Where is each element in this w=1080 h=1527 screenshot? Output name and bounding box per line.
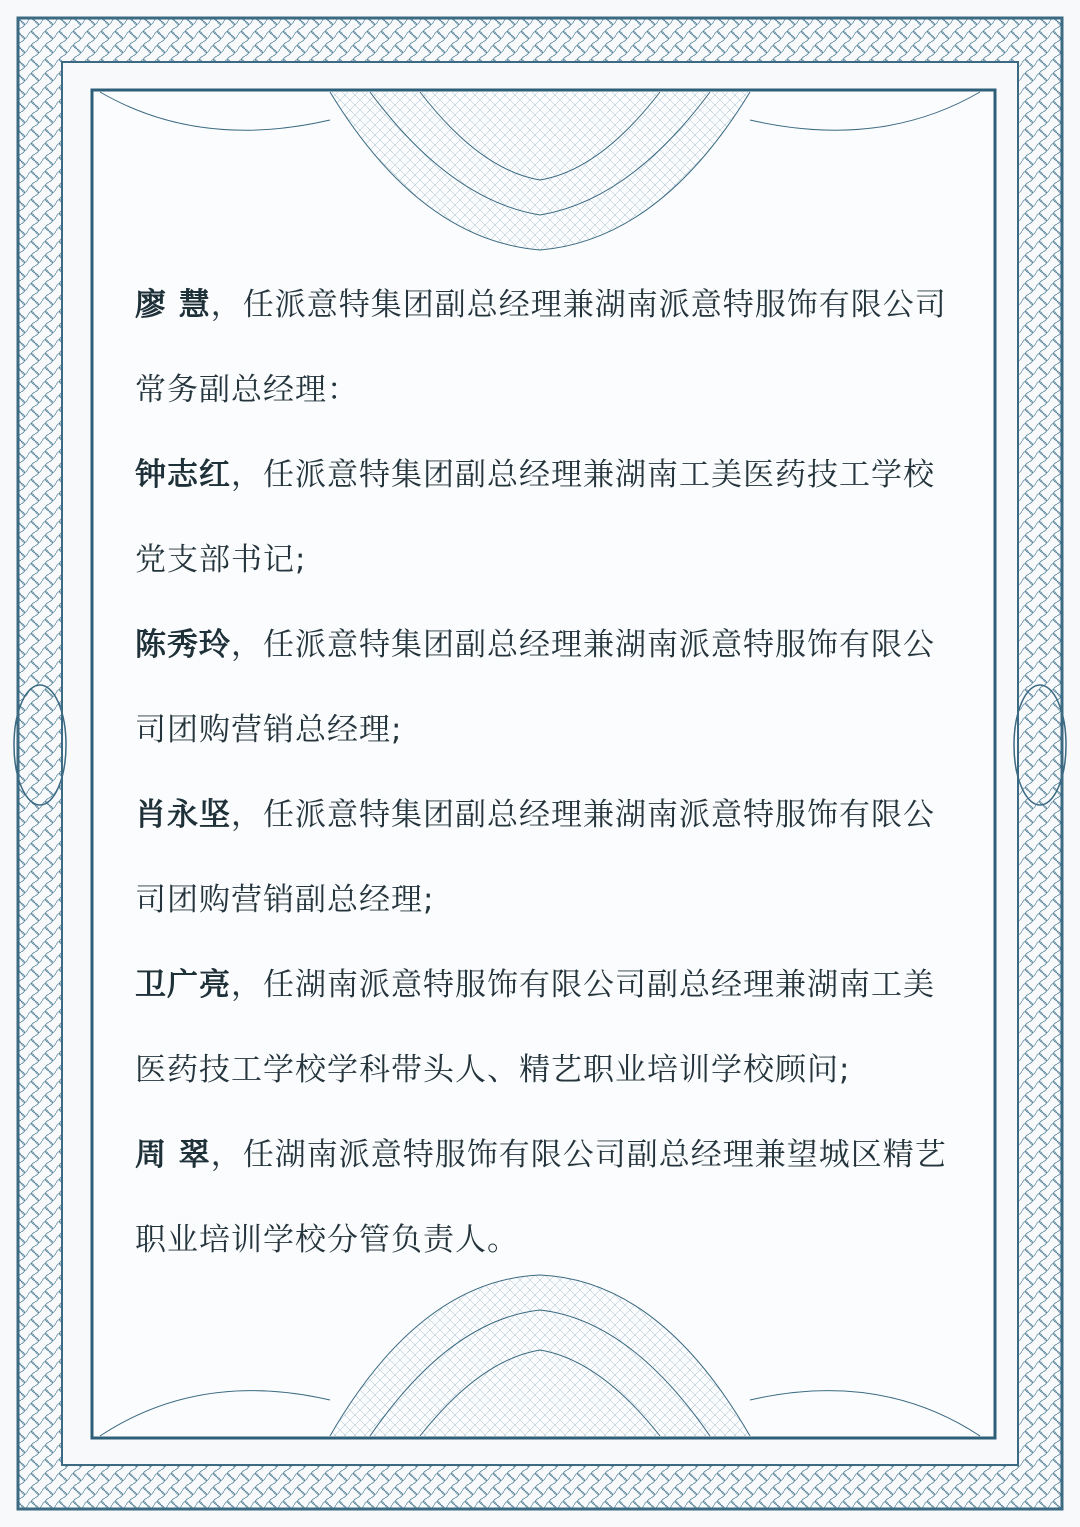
- person-name: 钟志红: [135, 457, 231, 493]
- list-item: [135, 278, 965, 363]
- position-text: ，任派意特集团副总经理兼湖南派意特服饰有限公司: [210, 287, 947, 323]
- list-item: [135, 448, 965, 533]
- person-name: 肖永坚: [135, 797, 231, 833]
- position-text: ，任湖南派意特服饰有限公司副总经理兼湖南工美: [231, 967, 935, 1003]
- position-text: 司团购营销总经理;: [135, 712, 403, 748]
- position-text: ，任派意特集团副总经理兼湖南派意特服饰有限公: [231, 627, 935, 663]
- list-item: [135, 873, 965, 958]
- person-name: 周 翠: [135, 1137, 211, 1173]
- list-item: [135, 533, 965, 618]
- list-item: [135, 788, 965, 873]
- position-text: ，任派意特集团副总经理兼湖南派意特服饰有限公: [231, 797, 935, 833]
- position-text: 医药技工学校学科带头人、精艺职业培训学校顾问;: [135, 1052, 851, 1088]
- position-text: 职业培训学校分管负责人。: [135, 1222, 519, 1258]
- person-name: 廖 慧: [135, 287, 211, 323]
- list-item: [135, 1128, 965, 1213]
- list-item: [135, 958, 965, 1043]
- appointment-list: [135, 278, 965, 1298]
- position-text: ，任派意特集团副总经理兼湖南工美医药技工学校: [231, 457, 935, 493]
- position-text: 党支部书记;: [135, 542, 307, 578]
- list-item: [135, 1213, 965, 1298]
- person-name: 陈秀玲: [135, 627, 231, 663]
- position-text: 常务副总经理：: [135, 372, 359, 408]
- list-item: [135, 618, 965, 703]
- person-name: 卫广亮: [135, 967, 231, 1003]
- position-text: ，任湖南派意特服饰有限公司副总经理兼望城区精艺: [210, 1137, 947, 1173]
- position-text: 司团购营销副总经理;: [135, 882, 435, 918]
- list-item: [135, 703, 965, 788]
- list-item: [135, 1043, 965, 1128]
- list-item: [135, 363, 965, 448]
